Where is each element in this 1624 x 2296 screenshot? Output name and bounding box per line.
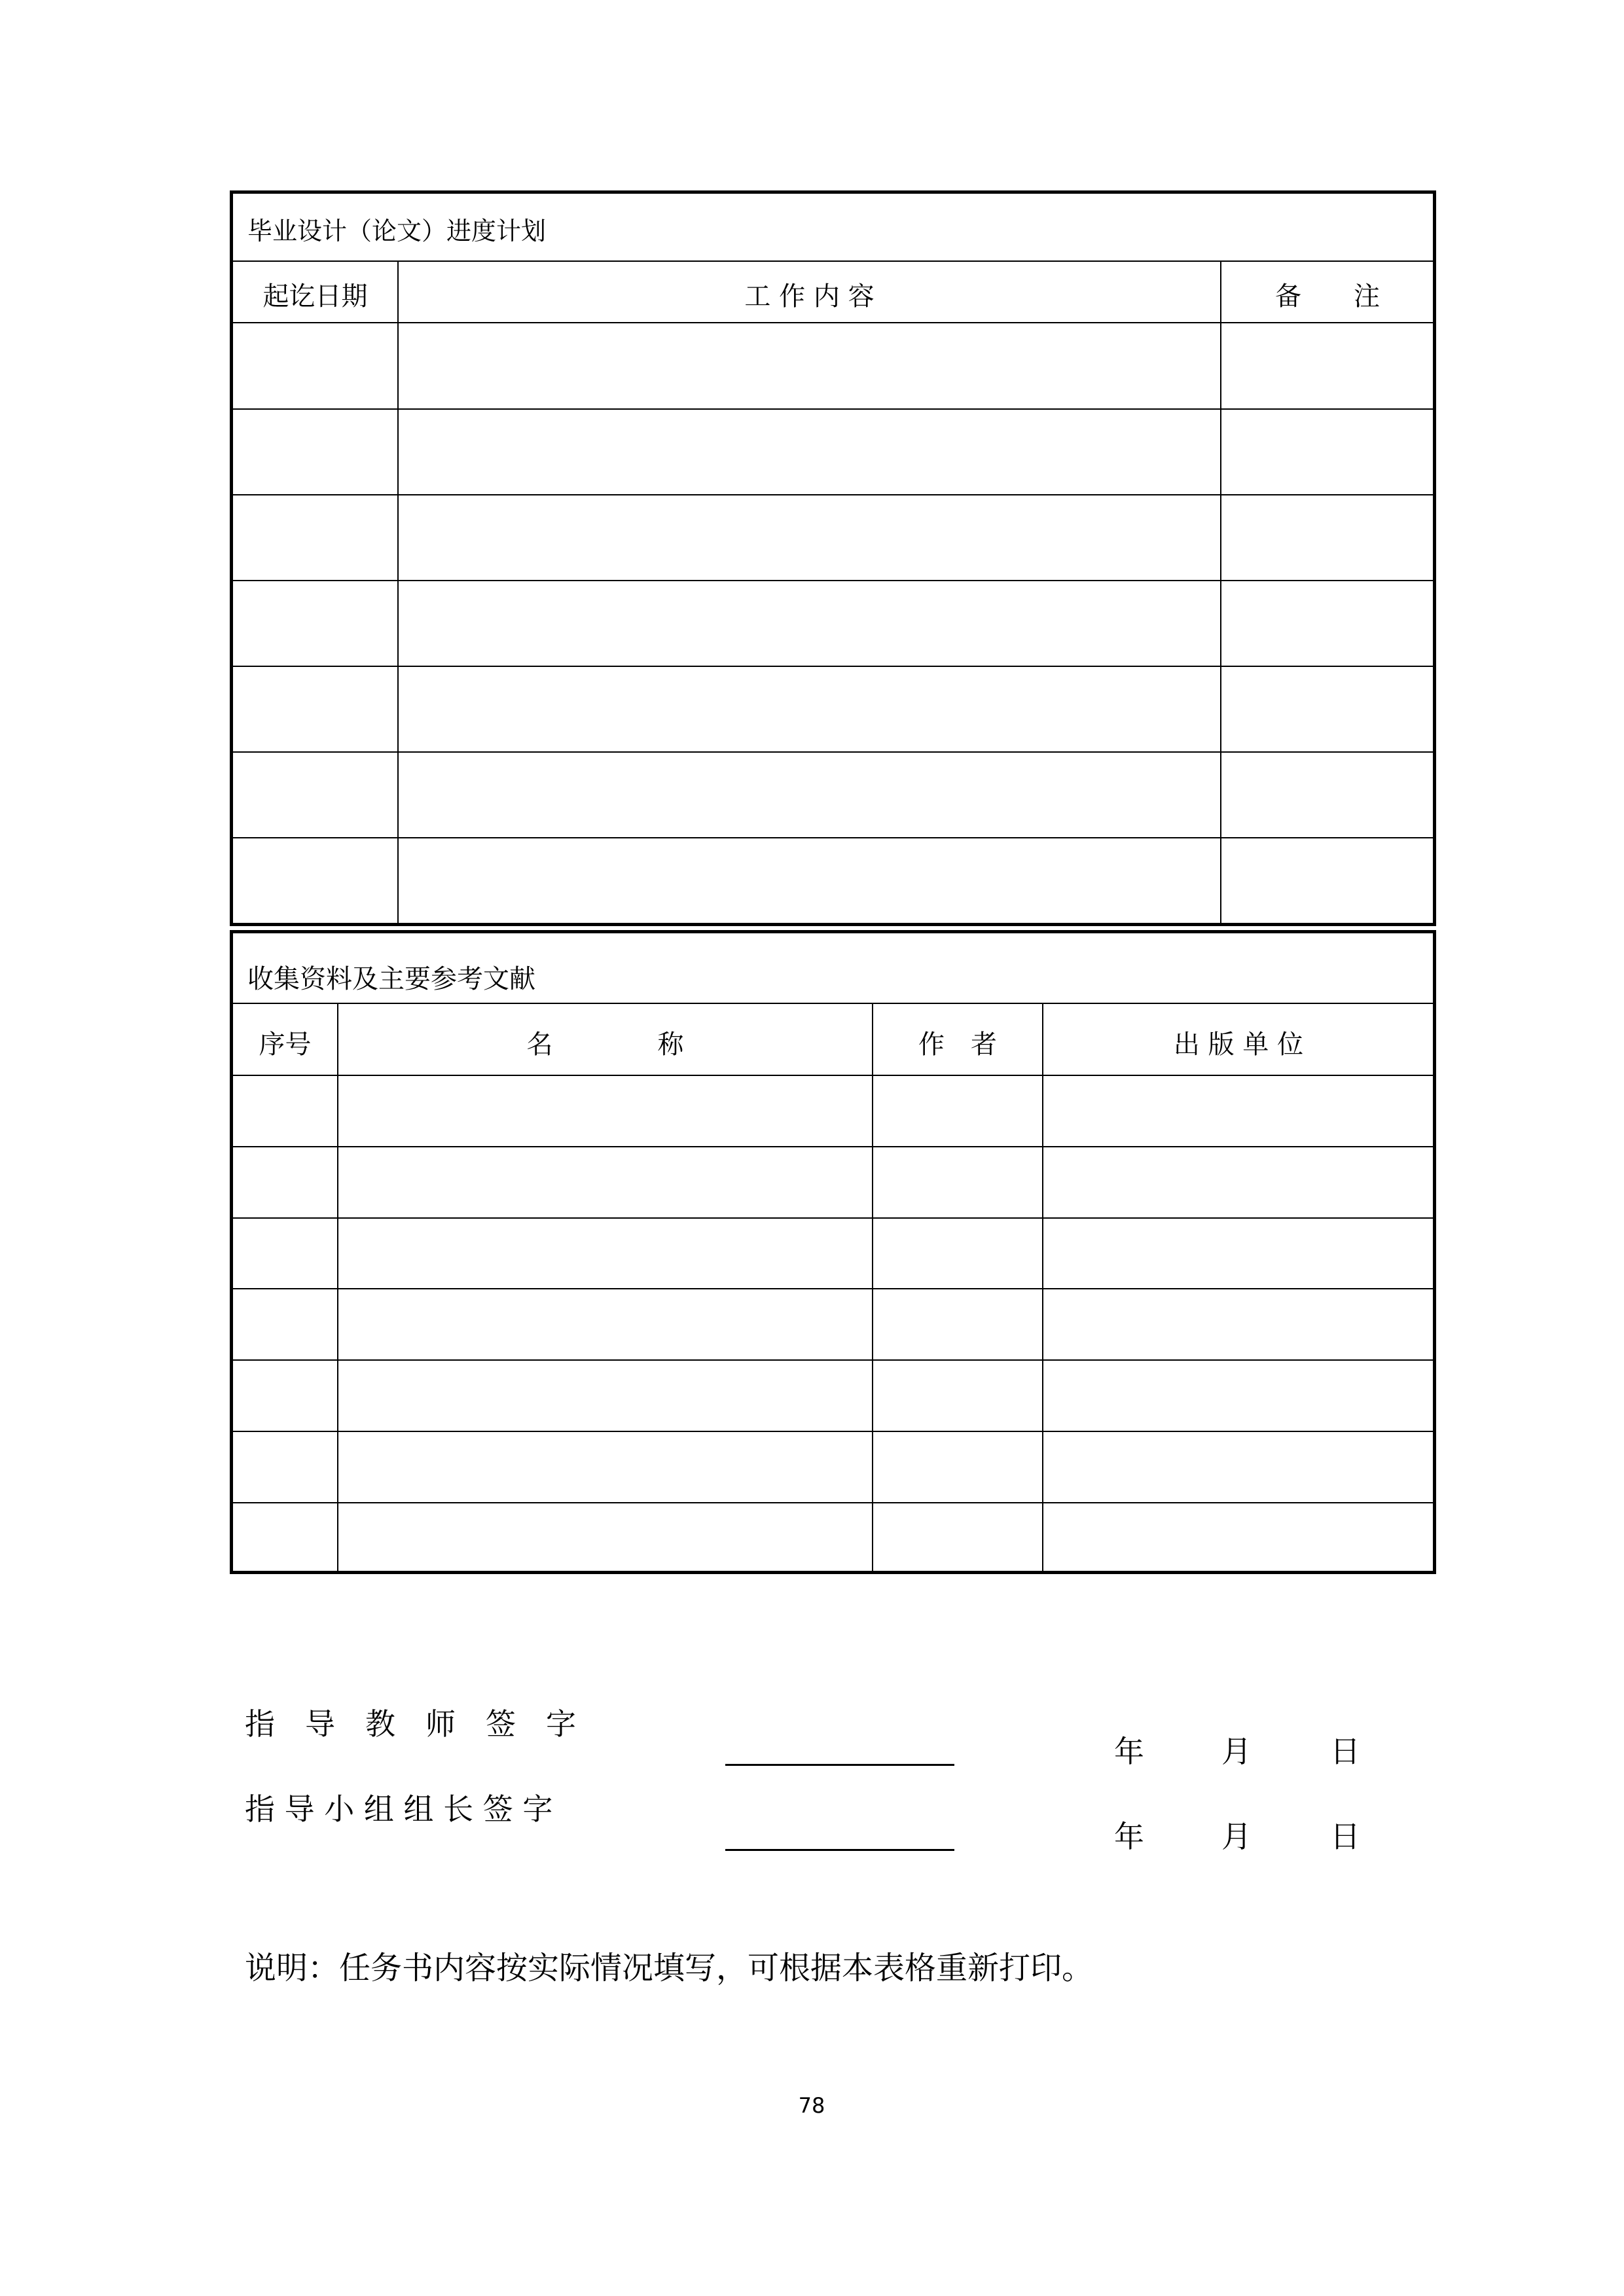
advisor-date-month: 月 bbox=[1221, 1734, 1252, 1769]
reference-row[interactable] bbox=[233, 1219, 1434, 1287]
advisor-signature-line[interactable] bbox=[725, 1764, 954, 1766]
advisor-date-year: 年 bbox=[1114, 1734, 1144, 1769]
reference-row[interactable] bbox=[233, 1289, 1434, 1359]
plan-row[interactable] bbox=[233, 410, 1434, 493]
plan-row[interactable] bbox=[233, 667, 1434, 751]
col-header-note: 备 注 bbox=[1275, 281, 1380, 312]
col-header-no: 序号 bbox=[259, 1030, 312, 1060]
page-number: 78 bbox=[798, 2093, 825, 2118]
plan-row[interactable] bbox=[233, 323, 1434, 407]
col-header-name: 名 称 bbox=[526, 1030, 684, 1060]
leader-signature-label: 指 导 小 组 组 长 签 字 bbox=[245, 1791, 553, 1827]
plan-table-title: 毕业设计（论文）进度计划 bbox=[247, 217, 547, 245]
leader-date-month: 月 bbox=[1221, 1819, 1252, 1854]
col-header-publisher: 出 版 单 位 bbox=[1173, 1030, 1304, 1060]
refs-table-title: 收集资料及主要参考文献 bbox=[247, 964, 535, 994]
progress-plan-table bbox=[230, 190, 1436, 926]
reference-row[interactable] bbox=[233, 1076, 1434, 1145]
advisor-signature-label: 指 导 教 师 签 字 bbox=[245, 1706, 576, 1742]
instruction-note: 说明：任务书内容按实际情况填写，可根据本表格重新打印。 bbox=[245, 1950, 1094, 1986]
plan-row[interactable] bbox=[233, 838, 1434, 922]
plan-row[interactable] bbox=[233, 495, 1434, 579]
reference-row[interactable] bbox=[233, 1147, 1434, 1217]
reference-row[interactable] bbox=[233, 1432, 1434, 1501]
leader-signature-line[interactable] bbox=[725, 1849, 954, 1851]
reference-row[interactable] bbox=[233, 1503, 1434, 1571]
col-header-author: 作 者 bbox=[918, 1030, 997, 1060]
plan-row[interactable] bbox=[233, 753, 1434, 836]
leader-date-day: 日 bbox=[1330, 1819, 1360, 1854]
col-header-work: 工 作 内 容 bbox=[744, 281, 875, 312]
col-header-date: 起讫日期 bbox=[262, 281, 368, 312]
advisor-date-day: 日 bbox=[1330, 1734, 1360, 1769]
leader-date-year: 年 bbox=[1114, 1819, 1144, 1854]
references-table bbox=[230, 930, 1436, 1574]
reference-row[interactable] bbox=[233, 1361, 1434, 1430]
plan-row[interactable] bbox=[233, 581, 1434, 665]
